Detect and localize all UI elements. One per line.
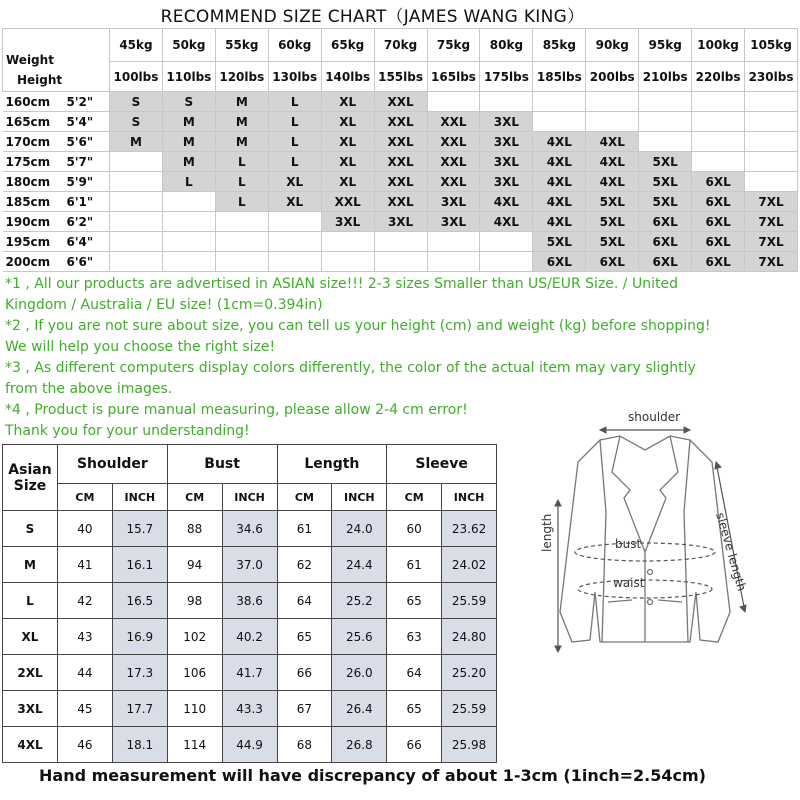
size-cell: [745, 152, 798, 172]
size-cell: 5XL: [639, 192, 692, 212]
inch-value: 41.7: [222, 655, 277, 691]
cm-value: 65: [387, 583, 442, 619]
height-cm: 190cm: [3, 212, 65, 232]
height-cm: 200cm: [3, 252, 65, 272]
size-cell: XL: [321, 152, 374, 172]
inch-value: 43.3: [222, 691, 277, 727]
lbs-header: 120lbs: [215, 62, 268, 92]
shoulder-label: shoulder: [628, 410, 681, 424]
inch-value: 25.2: [332, 583, 387, 619]
measure-group-header: [3, 445, 497, 484]
inch-value: 25.59: [442, 691, 497, 727]
height-ft: 5'6": [65, 132, 110, 152]
note-line: *2 , If you are not sure about size, you can tell us your height (cm) and weight (kg) before shopping!: [5, 318, 711, 334]
kg-header: 50kg: [162, 29, 215, 62]
cm-value: 61: [277, 511, 332, 547]
size-cell: [480, 92, 533, 112]
cm-value: 88: [167, 511, 222, 547]
size-cell: 4XL: [533, 212, 586, 232]
size-cell: M: [215, 132, 268, 152]
note-line: Thank you for your understanding!: [5, 423, 250, 439]
cm-value: 67: [277, 691, 332, 727]
height-ft: 5'4": [65, 112, 110, 132]
size-cell: M: [162, 132, 215, 152]
inch-value: 24.0: [332, 511, 387, 547]
size-cell: 6XL: [639, 252, 692, 272]
kg-header: 45kg: [110, 29, 163, 62]
size-cell: [215, 212, 268, 232]
size-cell: [110, 192, 163, 212]
size-cell: 4XL: [480, 212, 533, 232]
inch-value: 25.20: [442, 655, 497, 691]
size-cell: [162, 252, 215, 272]
inch-value: 34.6: [222, 511, 277, 547]
size-cell: XXL: [374, 172, 427, 192]
measure-row: [3, 655, 497, 691]
height-ft: 6'2": [65, 212, 110, 232]
size-cell: [268, 212, 321, 232]
height-ft: 6'6": [65, 252, 110, 272]
size-cell: L: [215, 192, 268, 212]
cm-value: 106: [167, 655, 222, 691]
size-recommendation-table: [2, 28, 798, 272]
unit-inch-header: INCH: [332, 484, 387, 511]
inch-value: 25.6: [332, 619, 387, 655]
size-cell: 4XL: [586, 132, 639, 152]
size-name: L: [3, 583, 58, 619]
size-cell: XXL: [427, 112, 480, 132]
measure-row: [3, 511, 497, 547]
size-cell: XXL: [427, 152, 480, 172]
lbs-header: 230lbs: [745, 62, 798, 92]
size-cell: 4XL: [533, 172, 586, 192]
group-header: Bust: [167, 445, 277, 484]
cm-value: 42: [58, 583, 113, 619]
cm-value: 114: [167, 727, 222, 763]
cm-value: 46: [58, 727, 113, 763]
cm-value: 61: [387, 547, 442, 583]
inch-value: 15.7: [112, 511, 167, 547]
size-cell: [321, 252, 374, 272]
size-cell: XXL: [427, 132, 480, 152]
bust-label: bust: [615, 537, 642, 551]
size-cell: S: [110, 92, 163, 112]
note-line: *4 , Product is pure manual measuring, please allow 2-4 cm error!: [5, 402, 468, 418]
size-cell: M: [162, 152, 215, 172]
unit-cm-header: CM: [167, 484, 222, 511]
inch-value: 26.8: [332, 727, 387, 763]
size-cell: 5XL: [533, 232, 586, 252]
size-chart-row: [3, 192, 798, 212]
size-cell: 4XL: [480, 192, 533, 212]
size-cell: [110, 172, 163, 192]
weight-label: Weight: [6, 53, 54, 67]
size-cell: [110, 212, 163, 232]
size-chart-row: [3, 92, 798, 112]
note-line: *1 , All our products are advertised in ASIAN size!!! 2-3 sizes Smaller than US/EUR Size. / United: [5, 276, 678, 292]
height-cm: 180cm: [3, 172, 65, 192]
size-cell: 3XL: [374, 212, 427, 232]
size-chart-row: [3, 232, 798, 252]
waist-label: waist: [613, 576, 645, 590]
sleeve-length-label: sleeve length: [713, 510, 749, 593]
size-name: M: [3, 547, 58, 583]
inch-value: 44.9: [222, 727, 277, 763]
size-cell: XXL: [321, 192, 374, 212]
note-line: from the above images.: [5, 381, 173, 397]
measure-row: [3, 691, 497, 727]
size-cell: XXL: [427, 172, 480, 192]
inch-value: 16.5: [112, 583, 167, 619]
size-name: 3XL: [3, 691, 58, 727]
height-cm: 165cm: [3, 112, 65, 132]
size-name: 4XL: [3, 727, 58, 763]
size-cell: 6XL: [639, 212, 692, 232]
size-cell: [533, 92, 586, 112]
inch-value: 25.59: [442, 583, 497, 619]
cm-value: 62: [277, 547, 332, 583]
size-cell: 5XL: [639, 152, 692, 172]
height-cm: 160cm: [3, 92, 65, 112]
size-cell: L: [162, 172, 215, 192]
inch-value: 24.4: [332, 547, 387, 583]
size-cell: 4XL: [533, 132, 586, 152]
lbs-header: 110lbs: [162, 62, 215, 92]
size-cell: [215, 252, 268, 272]
size-cell: [110, 152, 163, 172]
jacket-measurement-diagram: [520, 402, 780, 662]
size-cell: XL: [321, 132, 374, 152]
size-cell: S: [110, 112, 163, 132]
unit-cm-header: CM: [387, 484, 442, 511]
asian-size-header: [3, 445, 58, 511]
lbs-header: 185lbs: [533, 62, 586, 92]
measure-row: [3, 547, 497, 583]
note-line: *3 , As different computers display colors differently, the color of the actual item may vary slightly: [5, 360, 696, 376]
size-cell: [321, 232, 374, 252]
size-cell: [745, 132, 798, 152]
size-cell: L: [215, 172, 268, 192]
height-cm: 175cm: [3, 152, 65, 172]
size-chart-row: [3, 152, 798, 172]
inch-value: 40.2: [222, 619, 277, 655]
height-ft: 5'2": [65, 92, 110, 112]
lbs-header: 140lbs: [321, 62, 374, 92]
measure-row: [3, 619, 497, 655]
height-ft: 5'7": [65, 152, 110, 172]
size-cell: [162, 192, 215, 212]
cm-value: 44: [58, 655, 113, 691]
size-cell: L: [268, 92, 321, 112]
measure-unit-header: [3, 484, 497, 511]
cm-value: 68: [277, 727, 332, 763]
size-cell: 5XL: [586, 192, 639, 212]
inch-value: 37.0: [222, 547, 277, 583]
size-cell: 7XL: [745, 192, 798, 212]
cm-value: 94: [167, 547, 222, 583]
unit-inch-header: INCH: [222, 484, 277, 511]
size-cell: XL: [321, 92, 374, 112]
size-cell: 3XL: [480, 172, 533, 192]
size-cell: S: [162, 92, 215, 112]
size-cell: 3XL: [427, 212, 480, 232]
size-cell: [586, 92, 639, 112]
size-cell: 4XL: [533, 192, 586, 212]
inch-value: 23.62: [442, 511, 497, 547]
size-cell: [268, 252, 321, 272]
footer-note: Hand measurement will have discrepancy of about 1-3cm (1inch=2.54cm): [39, 766, 706, 785]
measure-row: [3, 583, 497, 619]
size-cell: [374, 232, 427, 252]
size-cell: [427, 92, 480, 112]
height-ft: 6'4": [65, 232, 110, 252]
size-cell: M: [162, 112, 215, 132]
size-cell: 6XL: [586, 252, 639, 272]
size-cell: 3XL: [321, 212, 374, 232]
lbs-header-row: [3, 62, 798, 92]
unit-cm-header: CM: [277, 484, 332, 511]
size-cell: [480, 252, 533, 272]
size-cell: 6XL: [692, 252, 745, 272]
cm-value: 40: [58, 511, 113, 547]
cm-value: 65: [387, 691, 442, 727]
size-cell: 3XL: [427, 192, 480, 212]
kg-header-row: [3, 29, 798, 62]
cm-value: 64: [277, 583, 332, 619]
size-cell: [586, 112, 639, 132]
size-cell: 7XL: [745, 232, 798, 252]
size-cell: 5XL: [586, 212, 639, 232]
inch-value: 17.3: [112, 655, 167, 691]
cm-value: 110: [167, 691, 222, 727]
size-cell: L: [268, 152, 321, 172]
size-cell: 4XL: [586, 152, 639, 172]
cm-value: 60: [387, 511, 442, 547]
size-cell: [162, 232, 215, 252]
size-chart-row: [3, 252, 798, 272]
height-cm: 170cm: [3, 132, 65, 152]
inch-value: 16.1: [112, 547, 167, 583]
size-cell: [427, 252, 480, 272]
inch-value: 26.0: [332, 655, 387, 691]
asian-label: Asian: [8, 461, 52, 478]
cm-value: 98: [167, 583, 222, 619]
group-header: Length: [277, 445, 387, 484]
kg-header: 55kg: [215, 29, 268, 62]
size-cell: L: [215, 152, 268, 172]
unit-inch-header: INCH: [112, 484, 167, 511]
cm-value: 64: [387, 655, 442, 691]
size-cell: [427, 232, 480, 252]
size-cell: XL: [268, 192, 321, 212]
size-name: S: [3, 511, 58, 547]
lbs-header: 220lbs: [692, 62, 745, 92]
page-title: RECOMMEND SIZE CHART（JAMES WANG KING）: [160, 7, 585, 27]
size-cell: [692, 132, 745, 152]
inch-value: 16.9: [112, 619, 167, 655]
kg-header: 105kg: [745, 29, 798, 62]
size-cell: 3XL: [480, 112, 533, 132]
cm-value: 43: [58, 619, 113, 655]
inch-value: 24.80: [442, 619, 497, 655]
inch-value: 17.7: [112, 691, 167, 727]
unit-inch-header: INCH: [442, 484, 497, 511]
size-cell: 6XL: [692, 212, 745, 232]
size-cell: [162, 212, 215, 232]
size-cell: XXL: [374, 132, 427, 152]
size-cell: [692, 92, 745, 112]
size-cell: [639, 92, 692, 112]
size-chart-row: [3, 132, 798, 152]
size-cell: [639, 112, 692, 132]
size-cell: L: [268, 132, 321, 152]
size-cell: 6XL: [639, 232, 692, 252]
lbs-header: 210lbs: [639, 62, 692, 92]
height-ft: 5'9": [65, 172, 110, 192]
cm-value: 102: [167, 619, 222, 655]
height-label: Height: [17, 73, 63, 87]
height-ft: 6'1": [65, 192, 110, 212]
group-header: Shoulder: [58, 445, 168, 484]
size-cell: [745, 112, 798, 132]
cm-value: 65: [277, 619, 332, 655]
cm-value: 41: [58, 547, 113, 583]
size-cell: 7XL: [745, 212, 798, 232]
size-cell: 3XL: [480, 152, 533, 172]
lbs-header: 155lbs: [374, 62, 427, 92]
weight-height-corner: [3, 29, 110, 92]
size-cell: [745, 92, 798, 112]
size-cell: 6XL: [692, 232, 745, 252]
size-cell: 5XL: [639, 172, 692, 192]
size-cell: 5XL: [586, 232, 639, 252]
size-cell: XXL: [374, 92, 427, 112]
size-cell: [639, 132, 692, 152]
note-line: We will help you choose the right size!: [5, 339, 276, 355]
height-cm: 195cm: [3, 232, 65, 252]
unit-cm-header: CM: [58, 484, 113, 511]
size-cell: XL: [268, 172, 321, 192]
size-cell: 6XL: [692, 172, 745, 192]
lbs-header: 130lbs: [268, 62, 321, 92]
size-cell: [692, 112, 745, 132]
size-cell: XXL: [374, 152, 427, 172]
size-name: XL: [3, 619, 58, 655]
height-cm: 185cm: [3, 192, 65, 212]
size-name: 2XL: [3, 655, 58, 691]
size-cell: 7XL: [745, 252, 798, 272]
cm-value: 63: [387, 619, 442, 655]
inch-value: 26.4: [332, 691, 387, 727]
size-cell: L: [268, 112, 321, 132]
kg-header: 60kg: [268, 29, 321, 62]
lbs-header: 175lbs: [480, 62, 533, 92]
size-chart-row: [3, 212, 798, 232]
size-cell: XL: [321, 172, 374, 192]
kg-header: 65kg: [321, 29, 374, 62]
note-line: Kingdom / Australia / EU size! (1cm=0.394in): [5, 297, 323, 313]
kg-header: 100kg: [692, 29, 745, 62]
lbs-header: 100lbs: [110, 62, 163, 92]
size-label: Size: [13, 477, 47, 494]
size-cell: [110, 252, 163, 272]
size-cell: [110, 232, 163, 252]
inch-value: 18.1: [112, 727, 167, 763]
kg-header: 90kg: [586, 29, 639, 62]
lbs-header: 200lbs: [586, 62, 639, 92]
size-cell: [745, 172, 798, 192]
size-cell: XL: [321, 112, 374, 132]
size-chart-row: [3, 112, 798, 132]
size-cell: M: [215, 92, 268, 112]
size-cell: 6XL: [692, 192, 745, 212]
size-cell: [374, 252, 427, 272]
group-header: Sleeve: [387, 445, 497, 484]
size-cell: [533, 112, 586, 132]
kg-header: 75kg: [427, 29, 480, 62]
size-cell: [692, 152, 745, 172]
cm-value: 66: [277, 655, 332, 691]
size-cell: [268, 232, 321, 252]
size-chart-row: [3, 172, 798, 192]
size-cell: XXL: [374, 112, 427, 132]
lbs-header: 165lbs: [427, 62, 480, 92]
cm-value: 66: [387, 727, 442, 763]
cm-value: 45: [58, 691, 113, 727]
length-label: length: [540, 513, 554, 552]
inch-value: 38.6: [222, 583, 277, 619]
measurement-table: [2, 444, 497, 763]
kg-header: 85kg: [533, 29, 586, 62]
size-cell: 4XL: [586, 172, 639, 192]
size-cell: XXL: [374, 192, 427, 212]
size-cell: 4XL: [533, 152, 586, 172]
inch-value: 24.02: [442, 547, 497, 583]
kg-header: 95kg: [639, 29, 692, 62]
kg-header: 70kg: [374, 29, 427, 62]
inch-value: 25.98: [442, 727, 497, 763]
measure-row: [3, 727, 497, 763]
kg-header: 80kg: [480, 29, 533, 62]
size-cell: M: [215, 112, 268, 132]
size-cell: 3XL: [480, 132, 533, 152]
size-cell: [480, 232, 533, 252]
size-cell: 6XL: [533, 252, 586, 272]
size-cell: M: [110, 132, 163, 152]
size-cell: [215, 232, 268, 252]
